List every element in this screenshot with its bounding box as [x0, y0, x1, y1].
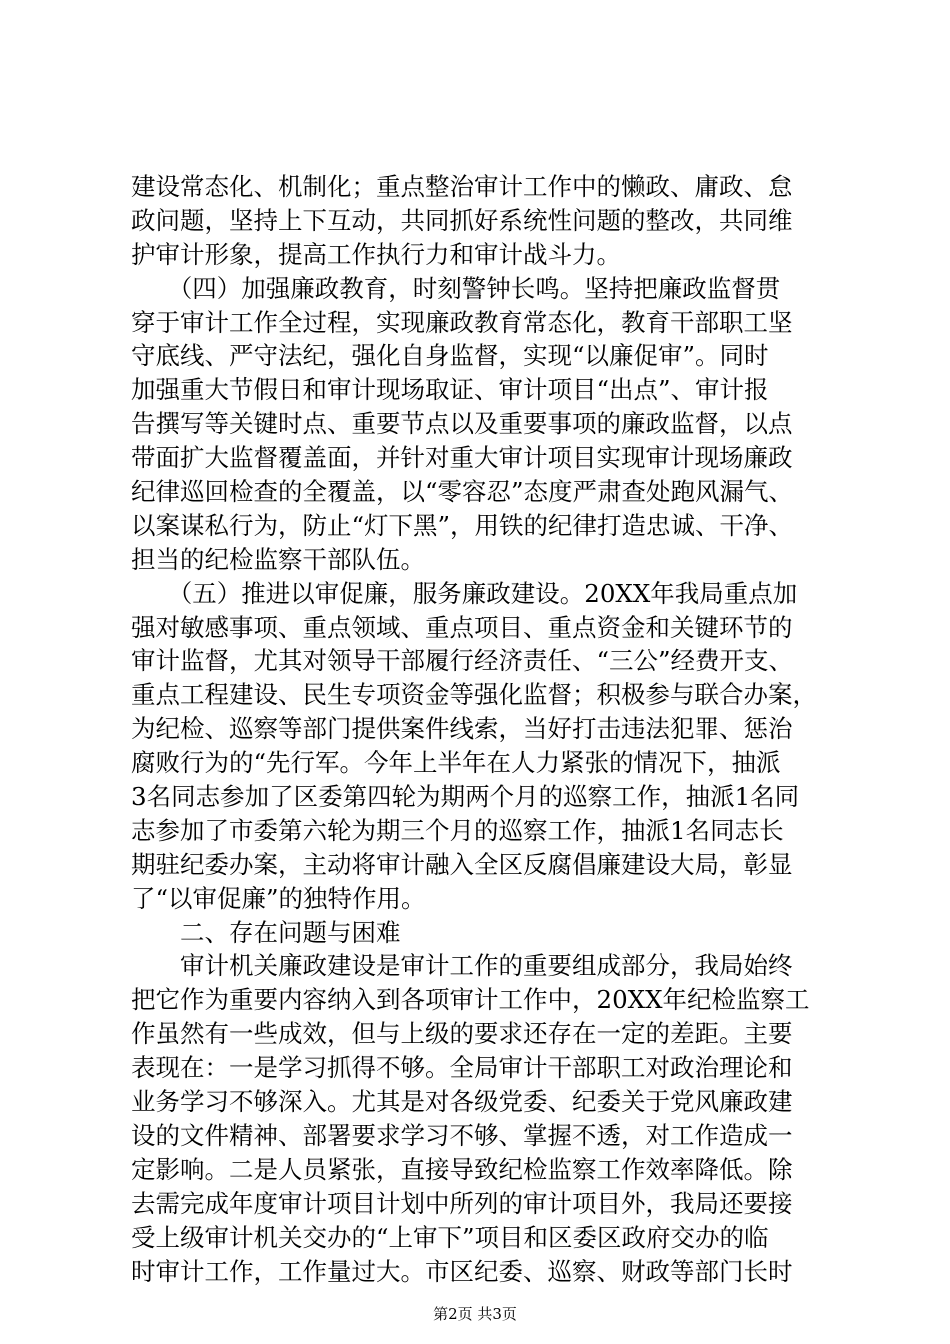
text-line: 穿于审计工作全过程，实现廉政教育常态化，教育干部职工坚	[131, 307, 793, 337]
text-line: 作虽然有一些成效，但与上级的要求还存在一定的差距。主要	[131, 1019, 793, 1049]
text-line: 强对敏感事项、重点领域、重点项目、重点资金和关键环节的	[131, 612, 793, 642]
text-line: （四）加强廉政教育，时刻警钟长鸣。坚持把廉政监督贯	[131, 273, 781, 303]
document-body	[131, 170, 831, 1288]
text-line: 带面扩大监督覆盖面，并针对重大审计项目实现审计现场廉政	[131, 443, 793, 473]
text-line: 政问题，坚持上下互动，共同抓好系统性问题的整改，共同维	[131, 205, 793, 235]
text-line: 为纪检、巡察等部门提供案件线索，当好打击违法犯罪、惩治	[131, 714, 793, 744]
text-line: 守底线、严守法纪，强化自身监督，实现“以廉促审”。同时	[131, 341, 769, 371]
text-line: 告撰写等关键时点、重要节点以及重要事项的廉政监督，以点	[131, 409, 793, 439]
text-line: 时审计工作，工作量过大。市区纪委、巡察、财政等部门长时	[131, 1256, 793, 1286]
page-number-footer: 第2页 共3页	[433, 1305, 517, 1323]
text-line: （五）推进以审促廉，服务廉政建设。20XX年我局重点加	[131, 578, 798, 608]
text-line: 定影响。二是人员紧张，直接导致纪检监察工作效率降低。除	[131, 1154, 793, 1184]
text-line: 表现在：一是学习抓得不够。全局审计干部职工对政治理论和	[131, 1053, 793, 1083]
text-line: 3名同志参加了区委第四轮为期两个月的巡察工作，抽派1名同	[131, 782, 800, 812]
text-line: 受上级审计机关交办的“上审下”项目和区委区政府交办的临	[131, 1222, 769, 1252]
text-line: 把它作为重要内容纳入到各项审计工作中，20XX年纪检监察工	[131, 985, 810, 1015]
text-line: 了“以审促廉”的独特作用。	[131, 883, 426, 913]
text-line: 重点工程建设、民生专项资金等强化监督；积极参与联合办案，	[131, 680, 817, 710]
text-line: 护审计形象，提高工作执行力和审计战斗力。	[131, 239, 621, 269]
text-line: 期驻纪委办案，主动将审计融入全区反腐倡廉建设大局，彰显	[131, 849, 793, 879]
text-line: 去需完成年度审计项目计划中所列的审计项目外，我局还要接	[131, 1188, 793, 1218]
text-line: 以案谋私行为，防止“灯下黑”，用铁的纪律打造忠诚、干净、	[131, 510, 794, 540]
text-line: 业务学习不够深入。尤其是对各级党委、纪委关于党风廉政建	[131, 1087, 793, 1117]
text-line: 设的文件精神、部署要求学习不够、掌握不透，对工作造成一	[131, 1120, 793, 1150]
text-line: 加强重大节假日和审计现场取证、审计项目“出点”、审计报	[131, 375, 769, 405]
text-line: 纪律巡回检查的全覆盖，以“零容忍”态度严肃查处跑风漏气、	[131, 477, 794, 507]
text-line: 担当的纪检监察干部队伍。	[131, 544, 425, 574]
section-heading: 二、存在问题与困难	[131, 917, 401, 947]
text-line: 审计机关廉政建设是审计工作的重要组成部分，我局始终	[131, 951, 793, 981]
text-line: 志参加了市委第六轮为期三个月的巡察工作，抽派1名同志长	[131, 815, 784, 845]
text-line: 审计监督，尤其对领导干部履行经济责任、“三公”经费开支、	[131, 646, 794, 676]
text-line: 建设常态化、机制化；重点整治审计工作中的懒政、庸政、怠	[131, 172, 793, 201]
text-line: 腐败行为的“先行军。今年上半年在人力紧张的情况下，抽派	[131, 748, 781, 778]
